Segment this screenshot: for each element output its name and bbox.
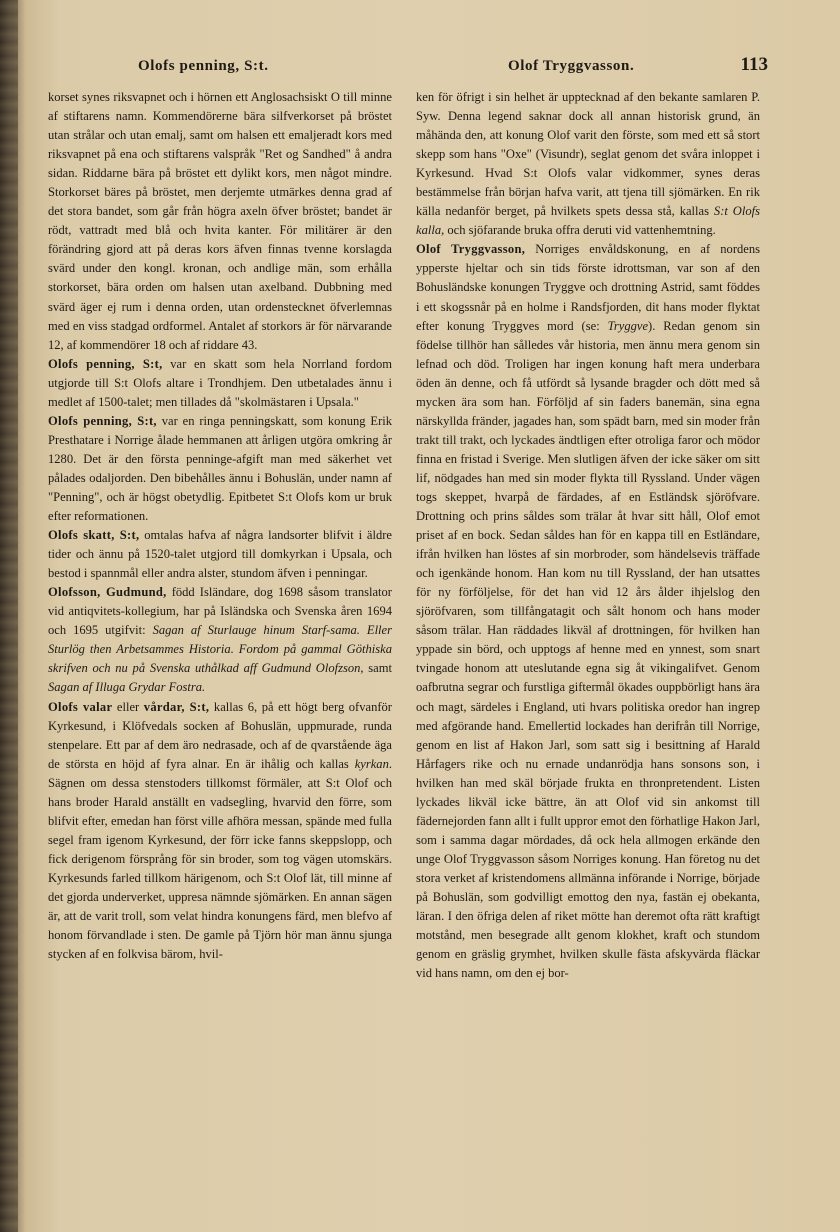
running-header <box>48 56 768 80</box>
entry-italic-title: Sagan af Illuga Grydar Fostra. <box>48 680 206 695</box>
entry-text: omtalas hafva af några landsorter blifvit i äldre tider och ännu på 1520-talet utgjord till domkyrkan i Upsala, och bestod i spannmål eller andra alster, stundom äfven i penningar. <box>48 528 392 581</box>
page-number: 113 <box>740 54 768 75</box>
continuation-paragraph <box>48 88 392 355</box>
entry-text: ). Redan genom sin födelse tillhör han sålledes vår historia, men ännu mera genom sin lefnad och död. Troligen har ingen konung haft mera underbara öden än denne, och få utfördt så lysande bragder och dött med så mycken ära som han. Förföljd af sin faders banemän, sina egna närskyllda fränder, jagades han, som spädt barn, med sin moder från trakt till trakt, och lyckades ändtligen efter otroliga faror och mödor finna en fristad i Sverige. Men slutligen äfven der icke säker om sitt lif, nödgades han med sin moder flykta till Ryssland. Under vägen togs skeppet, hvarpå de färdades, af en Estländsk sjöröfvare. Drottning och prins såldes som trälar åt hvar sitt håll, Olof emot priset af en bock. Sedan såldes han för en kappa till en Estländare, ifrån hvilken han löstes af sin morbroder, som händelsevis träffade och igenkände honom. Han kom nu till Ryssland, der han utsattes för ny förföljelse, för det han vid 12 års ålder ihjelslog den sjöröfvaren, som tillfångatagit och sålt honom och hans moder såsom trälar. Han räddades likväl af drottningen, för hvilken han yppade sin börd, och upptogs af henne med en ynnest, som snart tvingade honom att uteslutande egna sig åt vikingalifvet. Genom oafbrutna segrar och furstliga giftermål ökades ouppbörligt hans ära och magt, särdeles i England, uti hvars politiska oredor han ingrep med afgörande hand. Emellertid lockades han derifrån till Norrige, genom en list af Hakon Jarl, som satt sig i besittning af Harald Hårfagers rike och nu ernade undanrödja hans sonsons son, i hvilken han med skäl började frukta en thronpretendent. Listen lyckades likväl icke bättre, än att Olof vid sin ankomst till fädernejorden fann allt i fullt uppror emot den förhatlige Hakon Jarl, som i samma dagar mördades, då ock hela allmogen erkände den unge Olof Tryggvasson såsom Norriges konung. Han företog nu det stora verket af kristendomens allmänna införande i Norrige, började på Bohuslän, som godvilligt emottog den nya, fastän ej obekanta, läran. I den öfriga delen af riket mötte han deremot ofta rätt kraftigt motstånd, men besegrade allt genom klokhet, kraft och stundom genom en gräslig grymhet, hvilken skulle fästa afskyvärda fläckar vid hans namn, om den ej bor- <box>416 318 760 981</box>
right-column <box>416 88 760 983</box>
entry-text: , samt <box>360 661 392 676</box>
entry-olof-tryggvasson <box>416 240 760 983</box>
entry-lemma: Olofs penning, S:t, <box>48 356 163 371</box>
entry-olofsson-gudmund <box>48 583 392 697</box>
entry-lemma: Olofsson, Gudmund, <box>48 585 167 600</box>
entry-italic-term: kyrkan <box>354 756 389 771</box>
entry-olofs-penning-2 <box>48 412 392 526</box>
entry-olofs-skatt <box>48 526 392 583</box>
left-column <box>48 88 392 964</box>
header-right-title: Olof Tryggvasson. <box>508 58 635 74</box>
entry-lemma: Olofs valar <box>48 699 113 714</box>
header-left-title: Olofs penning, S:t. <box>138 58 269 74</box>
entry-text: eller <box>112 699 144 714</box>
entry-lemma: Olofs skatt, S:t, <box>48 528 140 543</box>
entry-italic-title: Sagan af Sturlauge hinum Starf-sama. Eller Sturlög then Arbetsammes Historia. Fordom på gammal Göthiska skrifven och nu på Svenska uthålkad aff Gudmund Olofzson <box>48 623 392 676</box>
entry-text: . Sägnen om dessa stenstoders tillkomst förmäler, att S:t Olof och hans broder Harald anställt en vadsegling, hvarvid den förre, som blifvit efter, emedan han först ville afhöra messan, spände med fulla segel fram igenom Kyrkesund, der förr icke fanns skeppslopp, och fick derigenom försprång för sin broder, som tog vägen utomskärs. Kyrkesunds farled tillkom härigenom, och S:t Olof lät, till minne af det gjorda underverket, uppresa nämnde sjömärken. En annan sägen är, att de varit troll, som velat hindra konungens färd, men blefvo af honom förvandlade i sten. De gamle på Tjörn hör man ännu sjunga stycken af en folkvisa bärom, hvil- <box>48 756 392 962</box>
entry-text: född Isländare, dog 1698 såsom translator vid antiqvitets-kollegium, har på Isländska och Svenska åren 1694 och 1695 utgifvit: <box>48 585 392 638</box>
entry-lemma: Olof Tryggvasson, <box>416 242 526 257</box>
entry-olofs-penning-1 <box>48 355 392 412</box>
entry-text: var en ringa penningskatt, som konung Erik Presthatare i Norrige ålade hemmanen att årligen utgöra omkring år 1280. Det är den första penninge-afgift man med säkerhet vet pålades odaljorden. Den bibehålles ännu i Bohuslän, under namn af "Penning", och är högst obetydlig. Epitbetet S:t Olofs kom ur bruk efter reformationen. <box>48 413 393 524</box>
page-binding <box>0 0 18 1232</box>
paragraph-text: , och sjöfarande bruka offra deruti vid vattenhemtning. <box>441 223 716 238</box>
paragraph-text: korset synes riksvapnet och i hörnen ett Anglosachsiskt O till minne af stiftarens namn. Kommendörerne bära silfverkorset på bröstet utan strålar och utan emalj, samt om halsen ett emaljeradt kors med riksvapnet på ena och stiftarens valspråk "Ret og Sandhed" å andra sidan. Riddarne bära på bröstet ett dylikt kors, men något mindre. Storkorset bäres på bröstet, men derjemte utmärkes denna grad af det stora bandet, som går från högra axeln öfver bröstet; bandet är rödt, vattradt med blå och hvita kanter. För militärer är den förändring gjord att på deras kors äfven finnas tvenne korslagda svärd under den kongl. kronan, och andlige män, som erhålla storkorset, bära orden om halsen utan axelband. Dubbning med svärd äger ej rum i denna orden, utan ordenstecknet öfverlemnas med en viss stadgad ordformel. Antalet af storkors är för närvarande 12, af kommendörer 18 och af riddare 43. <box>48 90 392 352</box>
continuation-paragraph <box>416 88 760 240</box>
entry-lemma: vårdar, S:t, <box>143 699 210 714</box>
paragraph-text: ken för öfrigt i sin helhet är upptecknad af den bekante samlaren P. Syw. Denna legend saknar dock all annan historisk grund, än måhända den, att konung Olof varit den förste, som med ett så stort skepp som hans "Oxe" (Visundr), seglat genom det svåra inloppet i Kyrkesund. Hvad S:t Olofs valar vidkommer, synes deras bestämmelse från början hafva varit, att tjena till sjömärken. En rik källa nedanför berget, på hvilkets spets dessa stå, kallas <box>416 90 760 219</box>
entry-text: var en skatt som hela Norrland fordom utgjorde till S:t Olofs altare i Trondhjem. Den utbetalades ännu i medlet af 1500-talet; men tillades då "skolmästaren i Upsala." <box>48 356 393 409</box>
entry-text: kallas 6, på ett högt berg ofvanför Kyrkesund, i Klöfvedals socken af Bohuslän, uppmurade, runda stenpelare. Ett par af dem äro nedrasade, och af de qvarstående äga de största en höjd af fyra alnar. En är ihålig och kallas <box>48 699 392 771</box>
entry-italic-term: S:t Olofs kalla <box>416 204 760 238</box>
entry-italic-term: Tryggve <box>607 318 649 333</box>
entry-lemma: Olofs penning, S:t, <box>48 413 157 428</box>
entry-text: Norriges envåldskonung, en af nordens ypperste hjeltar och sin tids förste idrottsman, var son af den Bohusländske konungen Tryggve och drottning Astrid, samt föddes i ett skogssnår på en holme i Randsfjorden, dit hans moder flyktat efter konung Tryggves mord (se: <box>416 242 760 333</box>
entry-olofs-valar <box>48 698 392 965</box>
